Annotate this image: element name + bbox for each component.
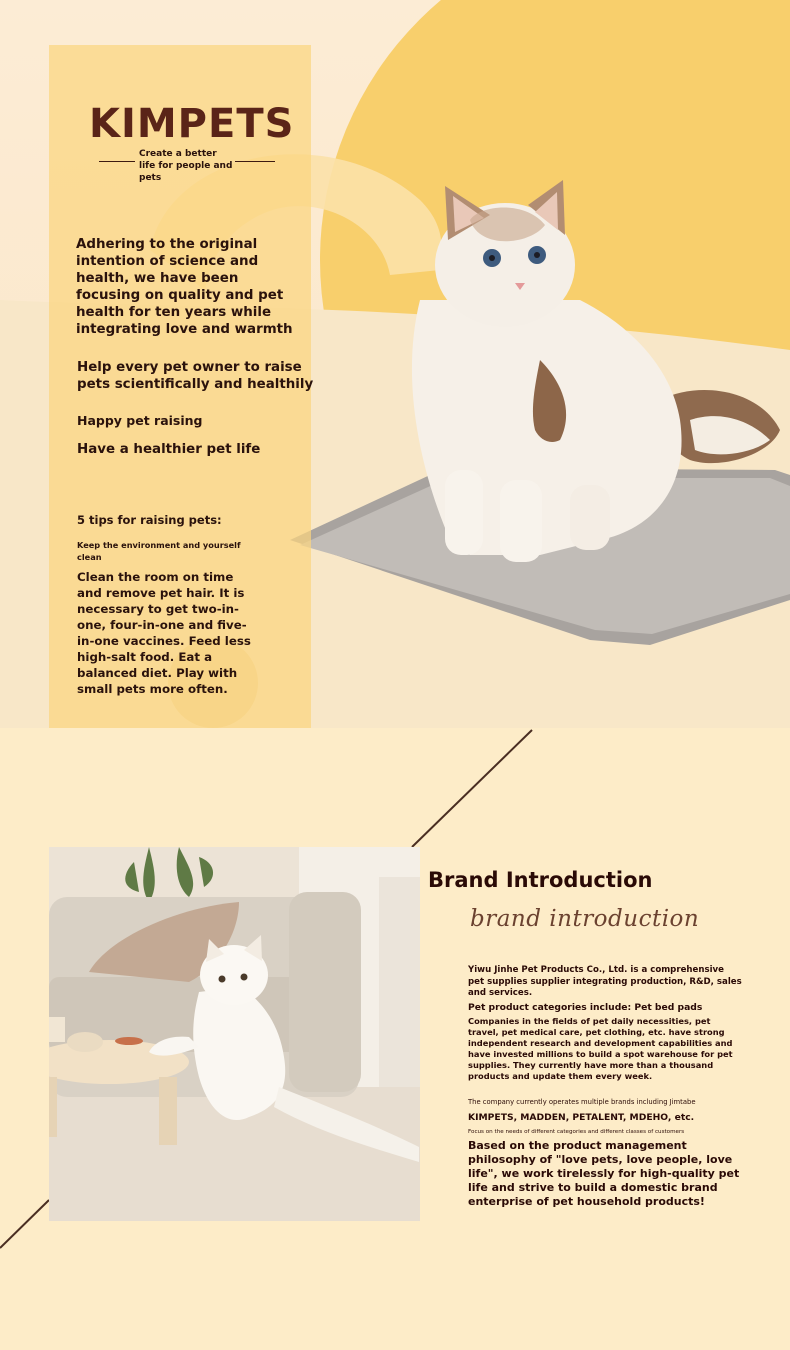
tips-heading: 5 tips for raising pets: <box>77 513 222 527</box>
logo-tagline: Create a better life for people and pets <box>139 149 233 183</box>
brand-introduction-script: brand introduction <box>470 906 700 932</box>
healthier-life-text: Have a healthier pet life <box>77 442 261 457</box>
management-philosophy: Based on the product management philosophy of "love pets, love people, love life", we work tirelessly for high-quality pet life and strive to build a domestic brand enterprise of pet household products! <box>468 1138 740 1208</box>
tagline-right-rule <box>235 161 275 162</box>
intro-text-panel <box>49 45 314 728</box>
brand-body-text <box>468 965 743 1209</box>
tip-details-paragraph: Clean the room on time and remove pet hair. It is necessary to get two-in-one, four-in-one and five-in-one vaccines. Feed less high-salt food. Eat a balanced diet. Play with small pets more often. <box>77 570 251 696</box>
help-paragraph: Help every pet owner to raise pets scientifically and healthily <box>77 360 314 392</box>
intro-paragraph: Adhering to the original intention of science and health, we have been focusing on quality and pet health for ten years while integrating love and warmth <box>76 237 293 337</box>
product-categories: Pet product categories include: Pet bed pads <box>468 1001 703 1013</box>
company-description: Yiwu Jinhe Pet Products Co., Ltd. is a comprehensive pet supplies supplier integrating production, R&D, sales and services. <box>468 965 742 998</box>
brand-list: KIMPETS, MADDEN, PETALENT, MDEHO, etc. <box>468 1111 695 1123</box>
living-room-cat-photo <box>49 847 420 1221</box>
diagonal-line-lower <box>0 1200 49 1248</box>
happy-raising-text: Happy pet raising <box>77 413 203 428</box>
customer-focus: Focus on the needs of different categories and different classes of customers <box>468 1128 685 1135</box>
company-capabilities: Companies in the fields of pet daily necessities, pet travel, pet medical care, pet clothing, etc. have strong independent research and development capabilities and have invested millions to build a spot warehouse for pet supplies. They currently have more than a thousand products and update them every week. <box>468 1015 733 1081</box>
diagonal-line-upper <box>412 730 532 847</box>
kimpets-logo: KIMPETS <box>89 101 295 147</box>
brand-introduction-title: Brand Introduction <box>428 868 653 892</box>
tea-cup <box>49 1017 65 1042</box>
tagline-left-rule <box>99 161 135 162</box>
brands-intro: The company currently operates multiple brands including Jimtabe <box>468 1097 696 1106</box>
tip-keep-clean: Keep the environment and yourself clean <box>77 540 241 562</box>
